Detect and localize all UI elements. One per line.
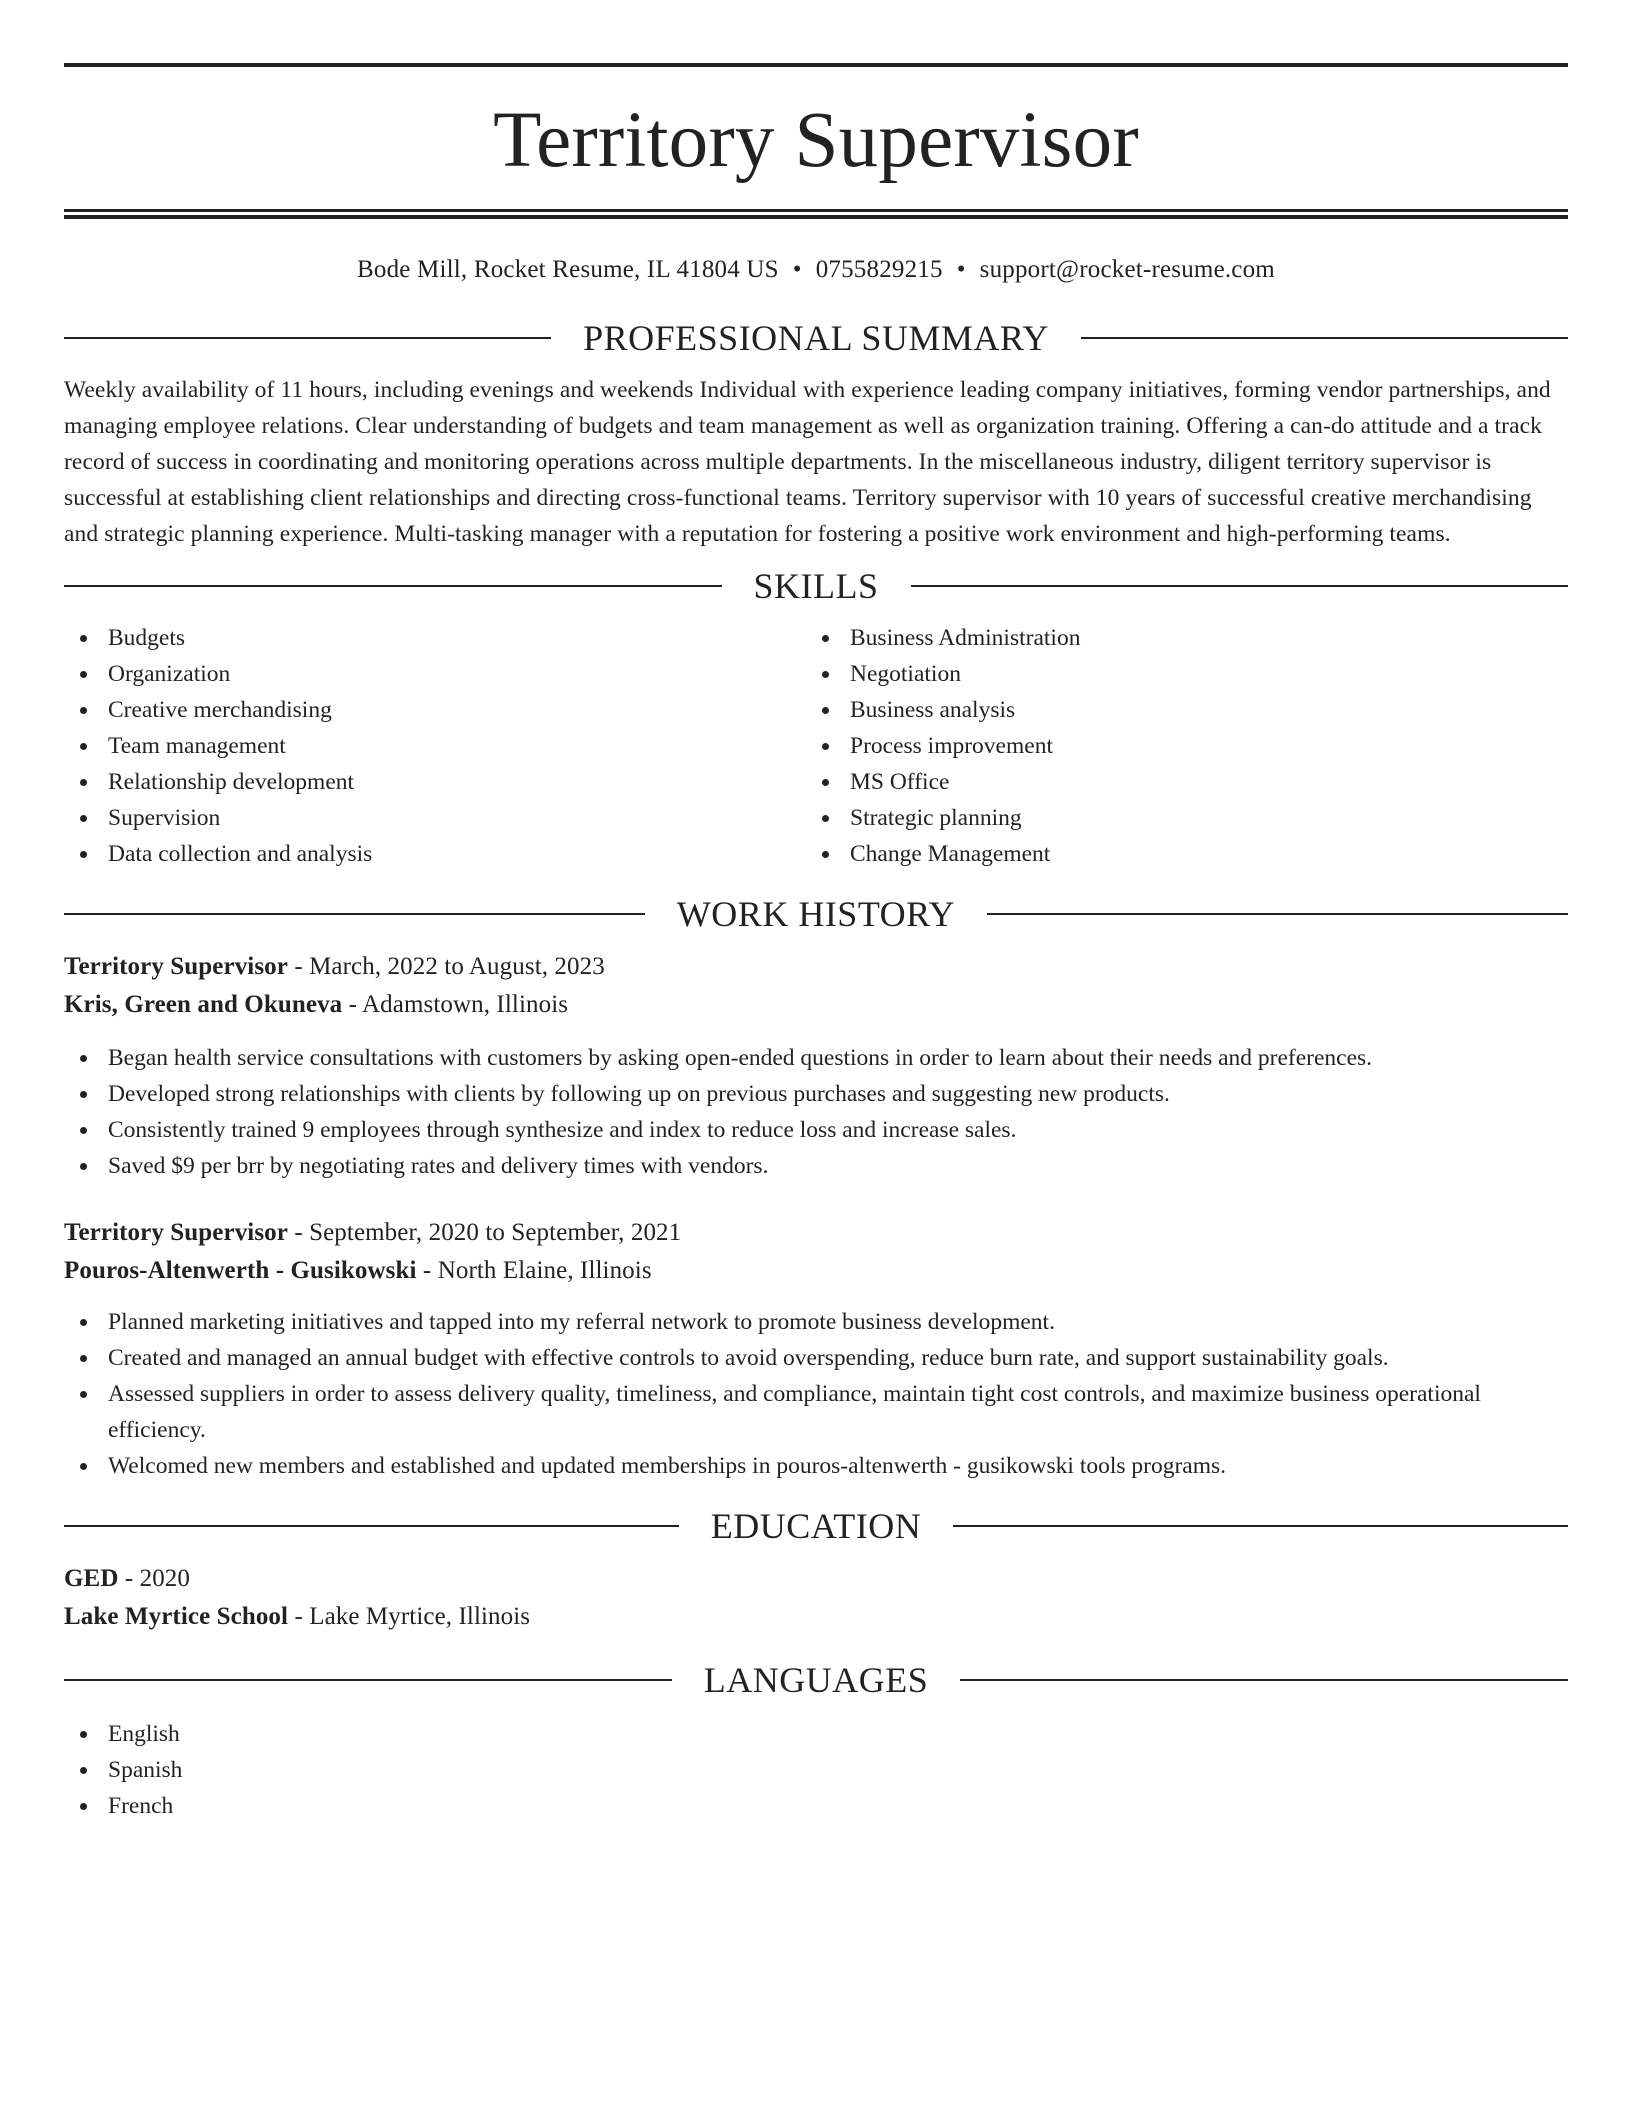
- job-dates: - September, 2020 to September, 2021: [287, 1219, 682, 1246]
- contact-separator: •: [956, 256, 966, 283]
- education-school: Lake Myrtice School: [64, 1603, 289, 1630]
- skill-item: Business analysis: [806, 692, 1548, 728]
- section-title-education: EDUCATION: [710, 1506, 922, 1546]
- language-item: English: [64, 1716, 1568, 1752]
- education-year: - 2020: [118, 1565, 191, 1592]
- job-role: Territory Supervisor: [64, 953, 288, 980]
- section-rule: [64, 913, 645, 915]
- job-company: Kris, Green and Okuneva: [64, 991, 343, 1018]
- job-company-line: [64, 986, 1568, 1024]
- language-item: French: [64, 1788, 1568, 1824]
- skill-item: Process improvement: [806, 728, 1548, 764]
- contact-phone: 0755829215: [815, 256, 943, 283]
- job-bullet: Created and managed an annual budget with effective controls to avoid overspending, reduce burn rate, and support sustainability goals.: [64, 1340, 1568, 1376]
- languages-list: [64, 1716, 1568, 1824]
- section-header-summary: [64, 316, 1568, 360]
- skill-item: Organization: [64, 656, 806, 692]
- job-bullets: [64, 1040, 1568, 1184]
- job-location: - Adamstown, Illinois: [342, 991, 569, 1018]
- section-header-education: [64, 1504, 1568, 1548]
- job-bullet: Developed strong relationships with clients by following up on previous purchases and suggesting new products.: [64, 1076, 1568, 1112]
- skill-item: Budgets: [64, 620, 806, 656]
- job-bullet: Began health service consultations with customers by asking open-ended questions in order to learn about their needs and preferences.: [64, 1040, 1568, 1076]
- skill-item: Negotiation: [806, 656, 1548, 692]
- candidate-name: Territory Supervisor: [493, 97, 1139, 184]
- job-company-line: [64, 1252, 1568, 1290]
- job-bullets: [64, 1304, 1568, 1484]
- skill-item: MS Office: [806, 764, 1548, 800]
- section-rule: [64, 337, 551, 339]
- section-rule: [1081, 337, 1568, 339]
- job-title-line: [64, 948, 1568, 986]
- job-location: - North Elaine, Illinois: [416, 1257, 652, 1284]
- summary-text: Weekly availability of 11 hours, including evenings and weekends Individual with experience leading company initiatives, forming vendor partnerships, and managing employee relations. Clear understanding of budgets and team management as well as organization training. Offering a can-do attitude and a track record of success in coordinating and monitoring operations across multiple departments. In the miscellaneous industry, diligent territory supervisor is successful at establishing client relationships and directing cross-functional teams. Territory supervisor with 10 years of successful creative merchandising and strategic planning experience. Multi-tasking manager with a reputation for fostering a positive work environment and high-performing teams.: [64, 377, 1551, 547]
- section-rule: [64, 1679, 672, 1681]
- skill-item: Supervision: [64, 800, 806, 836]
- education-entry: [64, 1560, 1568, 1636]
- skill-item: Change Management: [806, 836, 1548, 872]
- job-bullet: Saved $9 per brr by negotiating rates and delivery times with vendors.: [64, 1148, 1568, 1184]
- education-location: - Lake Myrtice, Illinois: [288, 1603, 531, 1630]
- section-header-languages: [64, 1658, 1568, 1702]
- skill-item: Business Administration: [806, 620, 1548, 656]
- contact-address: Bode Mill, Rocket Resume, IL 41804 US: [357, 256, 779, 283]
- section-rule: [987, 913, 1568, 915]
- section-rule: [64, 585, 722, 587]
- contact-line: [64, 255, 1568, 285]
- skill-item: Strategic planning: [806, 800, 1548, 836]
- job-entry: [64, 948, 1568, 1184]
- job-bullet: Planned marketing initiatives and tapped into my referral network to promote business development.: [64, 1304, 1568, 1340]
- section-rule: [64, 1525, 679, 1527]
- section-header-skills: [64, 564, 1568, 608]
- skill-item: Creative merchandising: [64, 692, 806, 728]
- language-item: Spanish: [64, 1752, 1568, 1788]
- section-header-work: [64, 892, 1568, 936]
- skills-column-right: [806, 620, 1548, 872]
- job-dates: - March, 2022 to August, 2023: [287, 953, 605, 980]
- skills-grid: [64, 620, 1568, 872]
- job-bullet: Consistently trained 9 employees through synthesize and index to reduce loss and increase sales.: [64, 1112, 1568, 1148]
- contact-email: support@rocket-resume.com: [979, 256, 1275, 283]
- section-title-summary: PROFESSIONAL SUMMARY: [583, 318, 1049, 358]
- job-entry: [64, 1214, 1568, 1484]
- section-rule: [911, 585, 1569, 587]
- section-rule: [960, 1679, 1568, 1681]
- education-degree: GED: [64, 1565, 119, 1592]
- section-title-languages: LANGUAGES: [703, 1660, 929, 1700]
- skill-item: Relationship development: [64, 764, 806, 800]
- skill-item: Team management: [64, 728, 806, 764]
- job-bullet: Assessed suppliers in order to assess delivery quality, timeliness, and compliance, maintain tight cost controls, and maximize business operational efficiency.: [64, 1376, 1568, 1448]
- skill-item: Data collection and analysis: [64, 836, 806, 872]
- education-degree-line: [64, 1560, 1568, 1598]
- job-bullet: Welcomed new members and established and updated memberships in pouros-altenwerth - gusikowski tools programs.: [64, 1448, 1568, 1484]
- section-rule: [953, 1525, 1568, 1527]
- section-title-work: WORK HISTORY: [676, 894, 956, 934]
- skills-column-left: [64, 620, 806, 872]
- contact-separator: •: [792, 256, 802, 283]
- job-company: Pouros-Altenwerth - Gusikowski: [64, 1257, 417, 1284]
- section-title-skills: SKILLS: [753, 566, 879, 606]
- header-double-rule: [64, 209, 1568, 219]
- education-school-line: [64, 1598, 1568, 1636]
- job-role: Territory Supervisor: [64, 1219, 288, 1246]
- job-title-line: [64, 1214, 1568, 1252]
